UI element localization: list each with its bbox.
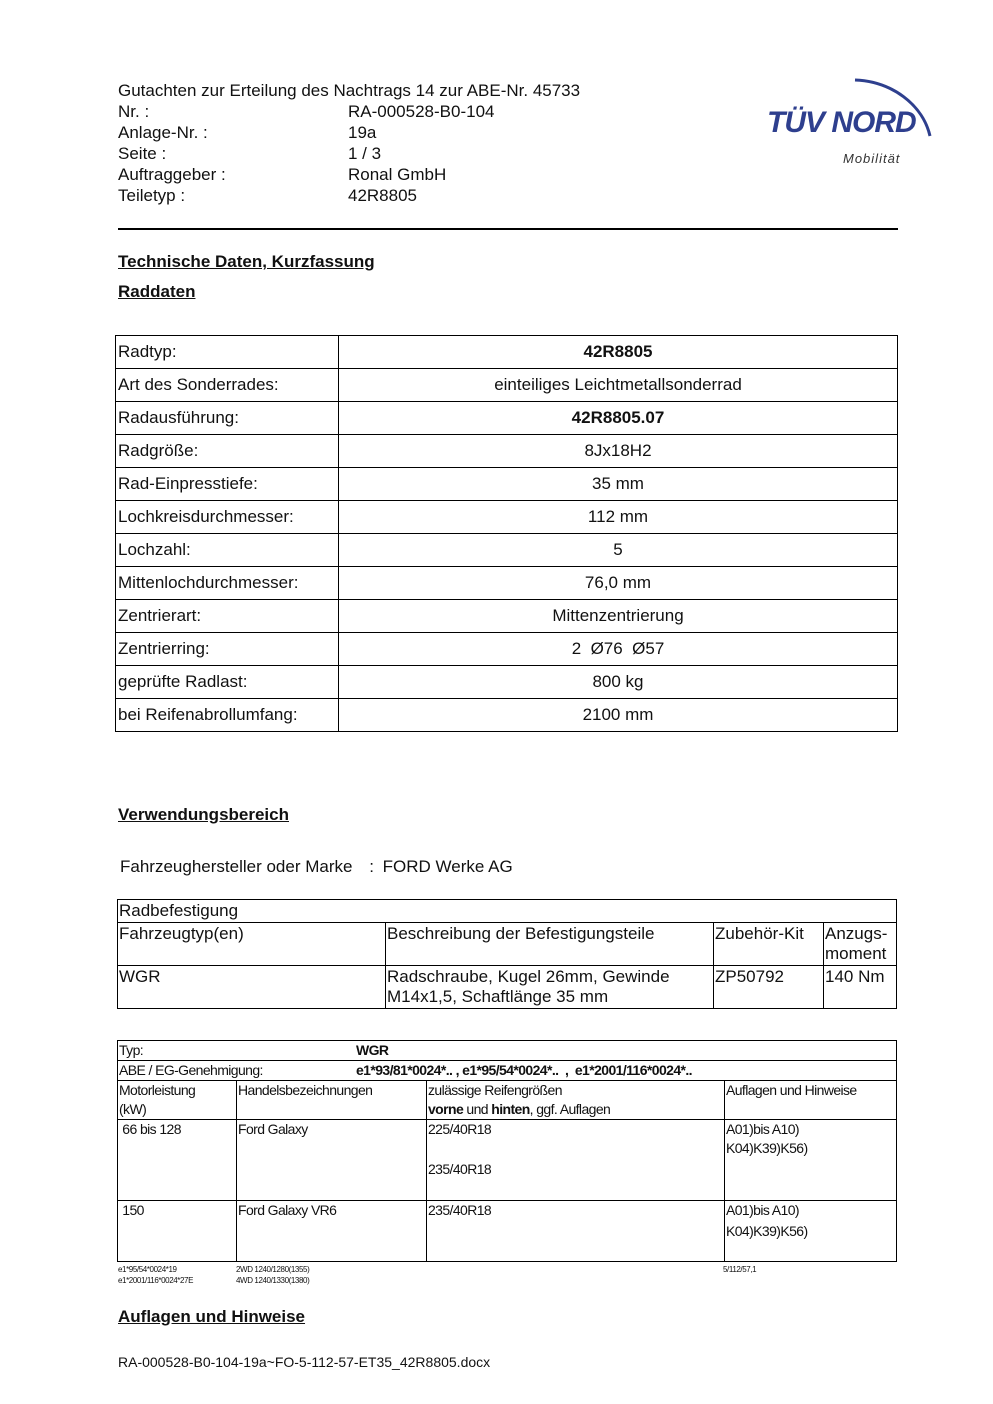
logo-wordmark: TÜV NORD	[767, 106, 916, 139]
table-row: Radbefestigung	[118, 900, 897, 923]
section-title-auflagen: Auflagen und Hinweise	[118, 1307, 306, 1326]
anzug-header: Anzugs- moment	[824, 923, 897, 966]
header-row-teiletyp: Teiletyp : 42R8805	[118, 186, 418, 205]
table-row: Radausführung: 42R8805.07	[116, 402, 898, 435]
table-row: Mittenlochdurchmesser: 76,0 mm	[116, 567, 898, 600]
table-row: ABE / EG-Genehmigung: e1*93/81*0024*.. , e1*95/54*0024*.. , e1*2001/116*0024*..	[118, 1061, 897, 1081]
header-row-anlage: Anlage-Nr. : 19a	[118, 123, 377, 142]
section-title-tech: Technische Daten, Kurzfassung	[118, 252, 375, 271]
header-title: Gutachten zur Erteilung des Nachtrags 14 zur ABE-Nr. 45733	[118, 81, 581, 100]
befestigung-table	[117, 899, 897, 1009]
hersteller-line: Fahrzeughersteller oder Marke : FORD Werke AG	[120, 857, 513, 876]
note-bolt-pattern: 5/112/57,1	[723, 1265, 757, 1274]
header-row-seite: Seite : 1 / 3	[118, 144, 382, 163]
table-row: Zentrierring: 2 Ø76 Ø57	[116, 633, 898, 666]
tuev-nord-logo	[765, 58, 945, 178]
table-row: Lochkreisdurchmesser: 112 mm	[116, 501, 898, 534]
header-row-auftraggeber: Auftraggeber : Ronal GmbH	[118, 165, 447, 184]
table-row: geprüfte Radlast: 800 kg	[116, 666, 898, 699]
note-axle-loads: 2WD 1240/1280(1355) 4WD 1240/1330(1380)	[236, 1265, 310, 1285]
document-header	[118, 80, 580, 206]
logo-subtitle: Mobilität	[843, 151, 901, 166]
typ-table	[117, 1040, 897, 1262]
footer-filename: RA-000528-B0-104-19a~FO-5-112-57-ET35_42R8805.docx	[118, 1354, 491, 1370]
table-row: Rad-Einpresstiefe: 35 mm	[116, 468, 898, 501]
table-row: Zentrierart: Mittenzentrierung	[116, 600, 898, 633]
table-row: Lochzahl: 5	[116, 534, 898, 567]
table-row: bei Reifenabrollumfang: 2100 mm	[116, 699, 898, 732]
table-row: Motorleistung (kW) Handelsbezeichnungen zulässige Reifengrößen vorne und hinten, ggf. Auflagen Auflagen und Hinweise	[118, 1081, 897, 1120]
table-row: Radtyp: 42R8805	[116, 336, 898, 369]
table-row: Fahrzeugtyp(en) Beschreibung der Befestigungsteile Zubehör-Kit Anzugs- moment	[118, 923, 897, 966]
header-rule	[118, 228, 898, 230]
note-approval-numbers: e1*95/54*0024*19 e1*2001/116*0024*27E	[118, 1265, 194, 1285]
header-row-nr: Nr. : RA-000528-B0-104	[118, 102, 495, 121]
section-title-verwendung: Verwendungsbereich	[118, 805, 289, 824]
table-row: WGR Radschraube, Kugel 26mm, Gewinde M14x1,5, Schaftlänge 35 mm ZP50792 140 Nm	[118, 966, 897, 1009]
table-row: 150 Ford Galaxy VR6 235/40R18 A01)bis A10) K04)K39)K56)	[118, 1201, 897, 1262]
section-title-raddaten: Raddaten	[118, 282, 196, 301]
table-row: 66 bis 128 Ford Galaxy 225/40R18 235/40R18 A01)bis A10) K04)K39)K56)	[118, 1120, 897, 1201]
table-row: Art des Sonderrades: einteiliges Leichtmetallsonderrad	[116, 369, 898, 402]
table-row: Typ: WGR	[118, 1041, 897, 1061]
raddaten-table	[115, 335, 898, 732]
table-row: Radgröße: 8Jx18H2	[116, 435, 898, 468]
